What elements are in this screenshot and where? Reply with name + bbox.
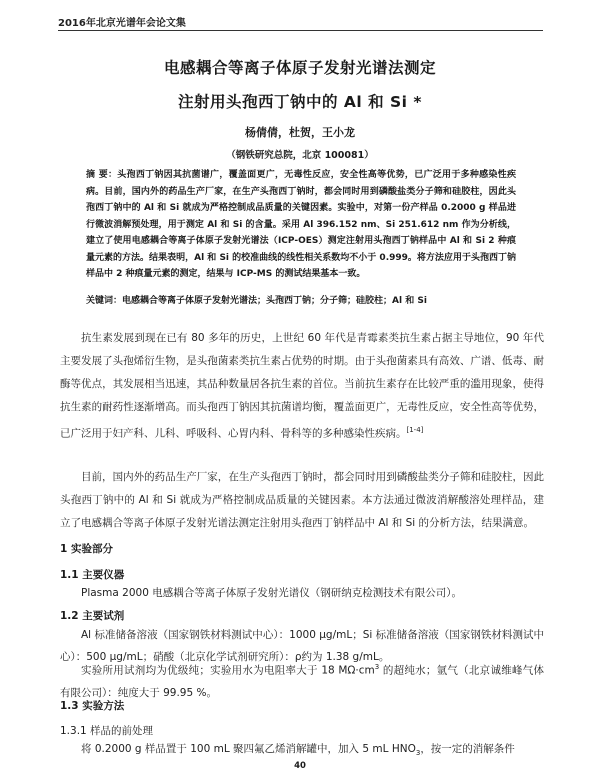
subsection-heading-reagents: 1.2 主要试剂 <box>60 610 125 622</box>
reagent-standards-text: Al 标准储备溶液（国家钢铁材料测试中心）：1000 μg/mL；Si 标准储备溶液（国家钢铁材料测试中心）：500 μg/mL；硝酸（北京化学试剂研究所）：ρ约为 1.38 g/mL。 <box>60 629 544 663</box>
keywords-text: 电感耦合等离子体原子发射光谱法；头孢西丁钠；分子筛；硅胶柱；Al 和 Si <box>122 296 427 306</box>
keywords-label: 关键词： <box>86 296 123 306</box>
water-text-b: 的超纯水；氩气（北京诚维峰气体有限公司）：纯度大于 99.95 %。 <box>60 664 544 699</box>
subsubsection-heading-pretreatment: 1.3.1 样品的前处理 <box>60 725 154 737</box>
affiliation: （钢铁研究总院，北京 100081） <box>226 150 374 161</box>
paper-title-line1: 电感耦合等离子体原子发射光谱法测定 <box>163 59 436 77</box>
page-number: 40 <box>294 761 306 771</box>
citation-ref: [1-4] <box>406 426 424 434</box>
prep-subscript: 3 <box>415 749 421 758</box>
keywords <box>86 294 516 308</box>
intro-paragraph-2: 目前，国内外的药品生产厂家，在生产头孢西丁钠时，都会同时用到磷酸盐类分子筛和硅胶柱，因此头孢西丁钠中的 Al 和 Si 就成为严格控制成品质量的关键因素。本方法通过微波消解酸溶处理样品，建立了电感耦合等离子体原子发射光谱法测定注射用头孢西丁钠样品中 Al 和 Si 的分析方法，结果满意。 <box>60 471 544 529</box>
subsection-heading-instruments: 1.1 主要仪器 <box>60 569 125 581</box>
abstract-text: 头孢西丁钠因其抗菌谱广，覆盖面更广，无毒性反应，安全性高等优势，已广泛用于多种感染性疾病。目前，国内外的药品生产厂家，在生产头孢西丁钠时，都会同时用到磷酸盐类分子筛和硅胶柱，因此头孢西丁钠中的 Al 和 Si 就成为严格控制成品质量的关键因素。实验中，对第一份产样品 0.2000 g 样品进行微波消解预处理，用于测定 Al 和 Si 的含量。采用 Al 396.152 nm、Si 251.612 nm 作为分析线，建立了使用电感耦合等离子体原子发射光谱法（ICP-OES）测定注射用头孢西丁钠样品中 Al 和 Si 2 种痕量元素的方法。结果表明，Al 和 Si 的校准曲线的线性相关系数均不小于 0.999。将方法应用于头孢西丁钠样品中 2 种痕量元素的测定，结果与 ICP-MS 的测试结果基本一致。 <box>86 170 516 279</box>
authors: 杨倩倩，杜贺，王小龙 <box>245 126 355 139</box>
reagent-water-text <box>60 656 544 704</box>
prep-text-b: ，按一定的消解条件 <box>420 743 515 755</box>
section-heading-experimental: 1 实验部分 <box>60 543 113 555</box>
running-header: 2016年北京光谱年会论文集 <box>58 18 186 29</box>
abstract-label: 摘 要： <box>86 170 118 180</box>
header-rule <box>58 30 543 31</box>
water-text-a: 实验所用试剂均为优级纯；实验用水为电阻率大于 18 MΩ·cm <box>81 664 375 677</box>
intro-paragraph-1 <box>60 327 544 446</box>
subsection-heading-method: 1.3 实验方法 <box>60 700 125 712</box>
abstract <box>86 167 516 283</box>
intro-paragraph-1-text: 抗生素发展到现在已有 80 多年的历史，上世纪 60 年代是青霉素类抗生素占据主导地位，90 年代主要发展了头孢烯衍生物，是头孢菌素类抗生素占优势的时期。由于头孢菌素具有高效、广谱、低毒、耐酶等优点，其发展相当迅速，其品种数量居各抗生素的首位。当前抗生素存在比较严重的滥用现象，使得抗生素的耐药性逐渐增高。而头孢西丁钠因其抗菌谱均衡，覆盖面更广，无毒性反应，安全性高等优势，已广泛用于妇产科、儿科、呼吸科、心胃内科、骨科等的多种感染性疾病。 <box>60 332 544 440</box>
instrument-text: Plasma 2000 电感耦合等离子体原子发射光谱仪（钢研纳克检测技术有限公司）。 <box>81 587 462 599</box>
water-superscript: 3 <box>374 663 380 671</box>
paper-title-line2: 注射用头孢西丁钠中的 Al 和 Si * <box>178 93 422 111</box>
prep-text-a: 将 0.2000 g 样品置于 100 mL 聚四氟乙烯消解罐中，加入 5 mL HNO <box>81 743 416 755</box>
